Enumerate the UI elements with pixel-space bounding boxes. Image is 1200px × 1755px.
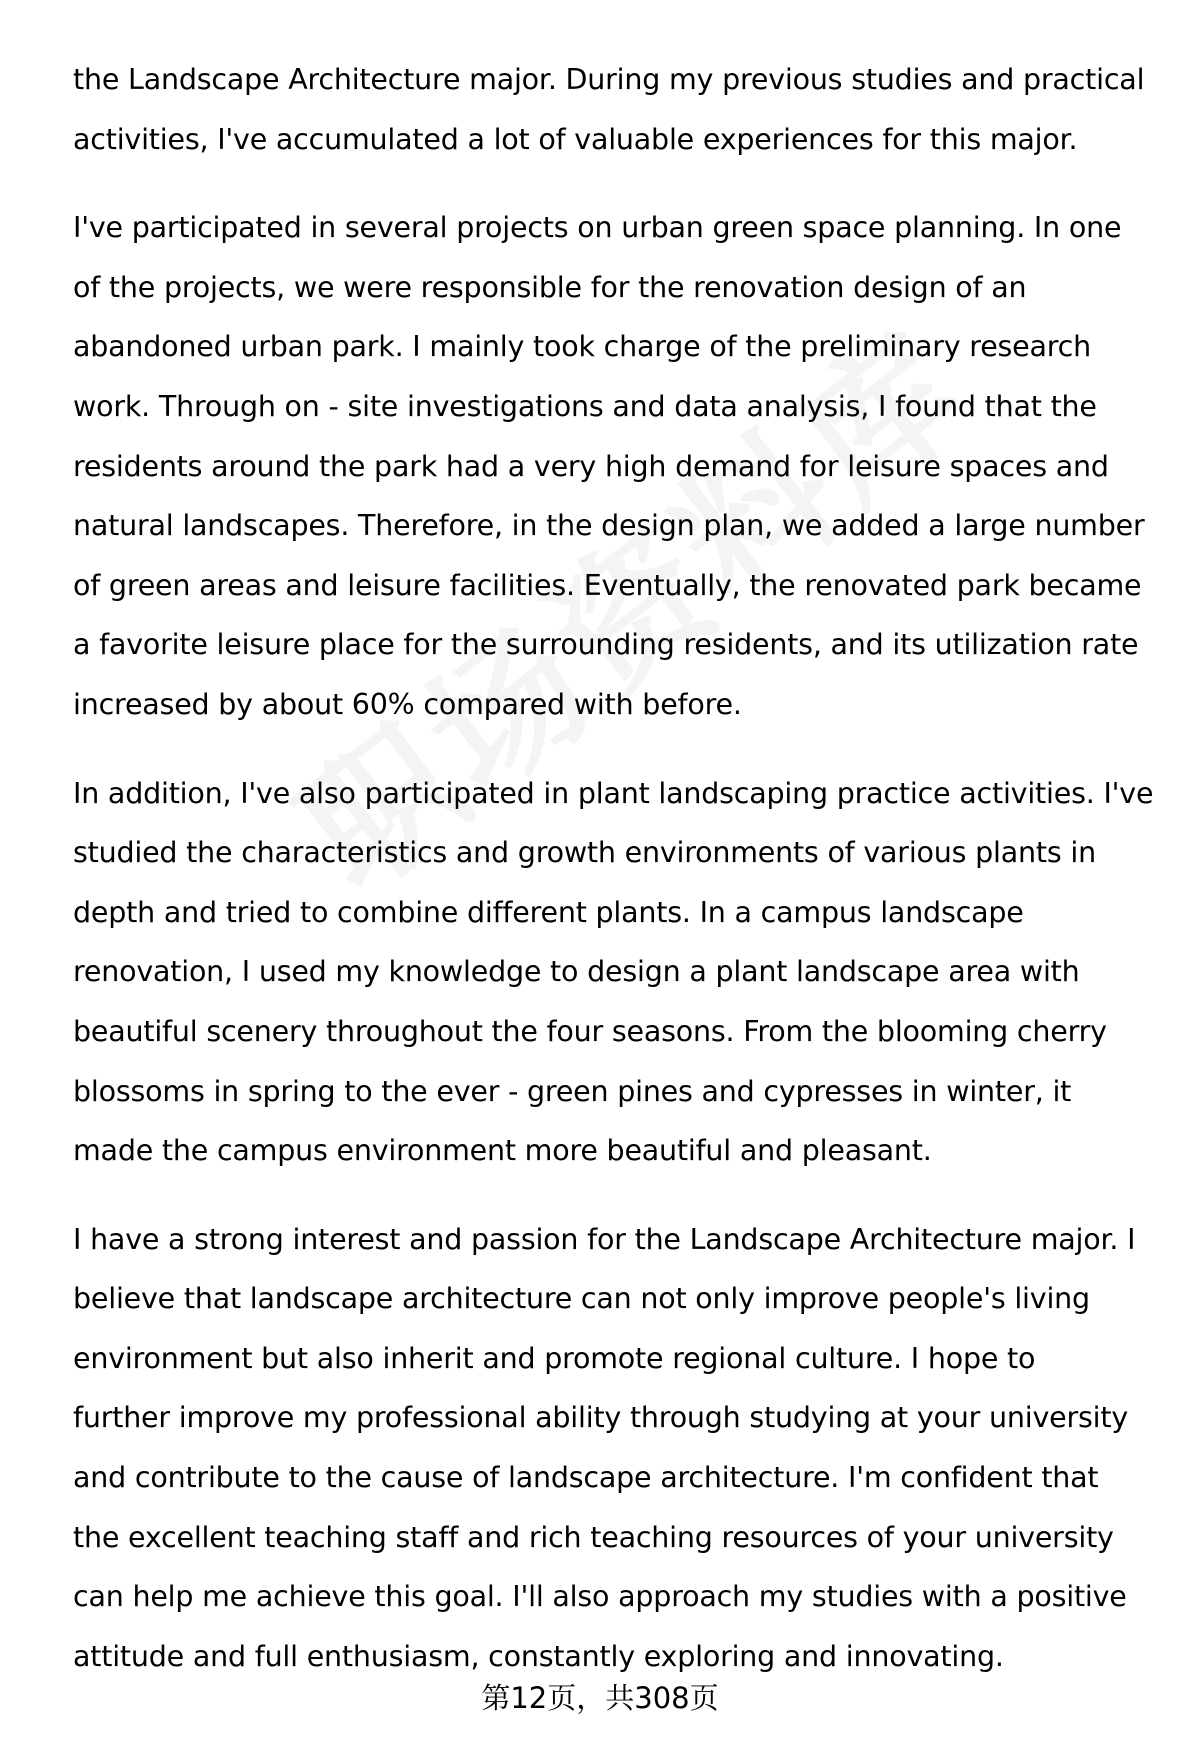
paragraph-1: the Landscape Architecture major. During my previous studies and practical activities, I've accumulated a lot of valuable experiences for this major. [73,63,1145,156]
paragraph-2: I've participated in several projects on urban green space planning. In one of the projects, we were responsible for the renovation design of an abandoned urban park. I mainly took charge of the preliminary research work. Through on - site investigations and data analysis, I found that the residents around the park had a very high demand for leisure spaces and natural landscapes. Therefore, in the design plan, we added a large number of green areas and leisure facilities. Eventually, the renovated park became a favorite leisure place for the surrounding residents, and its utilization rate increased by about 60% compared with before. [73,211,1145,721]
paragraph-3: In addition, I've also participated in plant landscaping practice activities. I've studied the characteristics and growth environments of various plants in depth and tried to combine different plants. In a campus landscape renovation, I used my knowledge to design a plant landscape area with beautiful scenery throughout the four seasons. From the blooming cherry blossoms in spring to the ever - green pines and cypresses in winter, it made the campus environment more beautiful and pleasant. [73,776,1154,1168]
paragraph-4: I have a strong interest and passion for the Landscape Architecture major. I believe that landscape architecture can not only improve people's living environment but also inherit and promote regional culture. I hope to further improve my professional ability through studying at your university and contribute to the cause of landscape architecture. I'm confident that the excellent teaching staff and rich teaching resources of your university can help me achieve this goal. I'll also approach my studies with a positive attitude and full enthusiasm, constantly exploring and innovating. [73,1222,1136,1673]
page-number-footer: 第12页，共308页 [481,1681,719,1715]
document-body [73,50,1158,1715]
